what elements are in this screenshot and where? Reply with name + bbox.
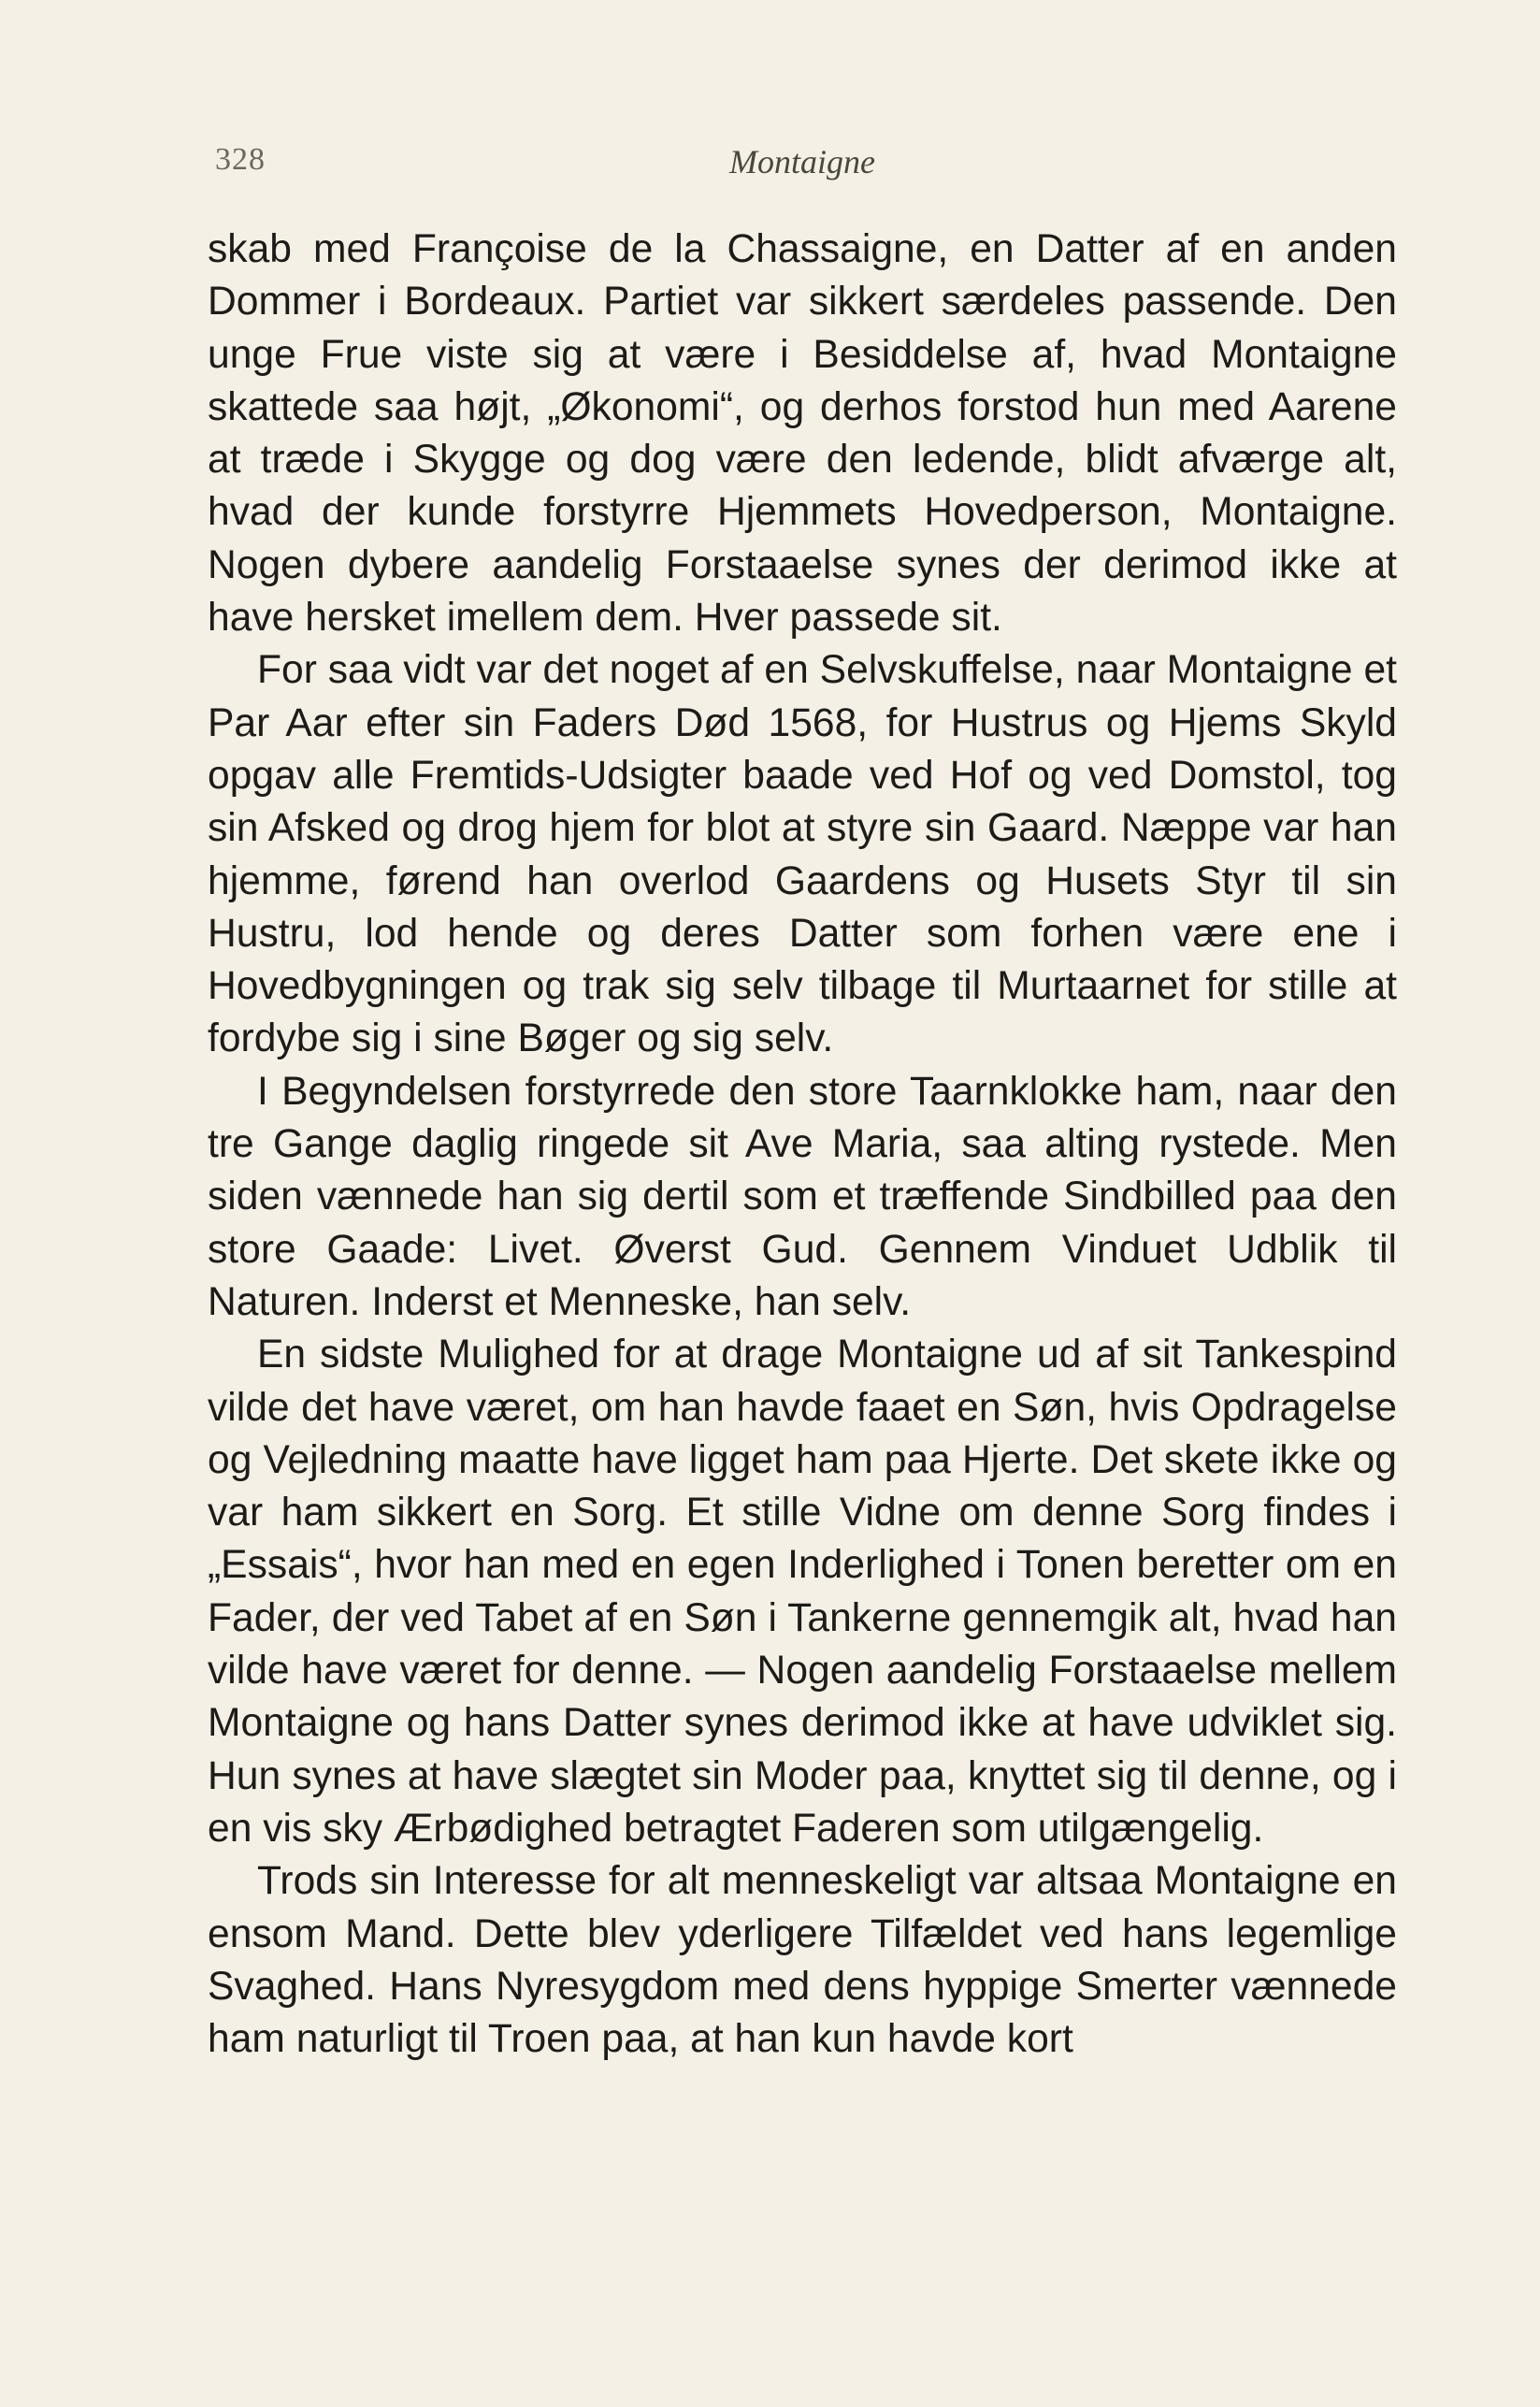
page-number: 328 [215,142,266,177]
paragraph: Trods sin Interesse for alt menneskeligt var altsaa Montaigne en ensom Mand. Dette blev yderligere Tilfældet ved hans legemlige Svaghed. Hans Nyresygdom med dens hyppige Smerter vænnede ham naturligt til Troen paa, at han kun havde kort [208,1858,1397,2062]
body-text [208,223,1397,2065]
paragraph: I Begyndelsen forstyrrede den store Taarnklokke ham, naar den tre Gange daglig ringede sit Ave Maria, saa alting rystede. Men siden vænnede han sig dertil som et træffende Sindbilled paa den store Gaade: Livet. Øverst Gud. Gennem Vinduet Udblik til Naturen. Inderst et Menneske, han selv. [208,1068,1397,1324]
paragraph: skab med Françoise de la Chassaigne, en Datter af en anden Dommer i Bordeaux. Partiet var sikkert særdeles passende. Den unge Frue viste sig at være i Besiddelse af, hvad Montaigne skattede saa højt, „Økonomi“, og derhos forstod hun med Aarene at træde i Skygge og dog være den ledende, blidt afværge alt, hvad der kunde forstyrre Hjemmets Hovedperson, Montaigne. Nogen dybere aandelig Forstaaelse synes der derimod ikke at have hersket imellem dem. Hver passede sit. [208,226,1397,641]
running-head: Montaigne [729,143,875,180]
page-header [208,142,1397,189]
paragraph: For saa vidt var det noget af en Selvskuffelse, naar Montaigne et Par Aar efter sin Faders Død 1568, for Hustrus og Hjems Skyld opgav alle Fremtids-Udsigter baade ved Hof og ved Domstol, tog sin Afsked og drog hjem for blot at styre sin Gaard. Næppe var han hjemme, førend han overlod Gaardens og Husets Styr til sin Hustru, lod hende og deres Datter som forhen være ene i Hovedbygningen og trak sig selv tilbage til Murtaarnet for stille at fordybe sig i sine Bøger og sig selv. [208,647,1397,1061]
paragraph: En sidste Mulighed for at drage Montaigne ud af sit Tankespind vilde det have været, om han havde faaet en Søn, hvis Opdragelse og Vejledning maatte have ligget ham paa Hjerte. Det skete ikke og var ham sikkert en Sorg. Et stille Vidne om denne Sorg findes i „Essais“, hvor han med en egen Inderlighed i Tonen beretter om en Fader, der ved Tabet af en Søn i Tankerne gennemgik alt, hvad han vilde have været for denne. — Nogen aandelig Forstaaelse mellem Montaigne og hans Datter synes derimod ikke at have udviklet sig. Hun synes at have slægtet sin Moder paa, knyttet sig til denne, og i en vis sky Ærbødighed betragtet Faderen som utilgængelig. [208,1332,1397,1851]
